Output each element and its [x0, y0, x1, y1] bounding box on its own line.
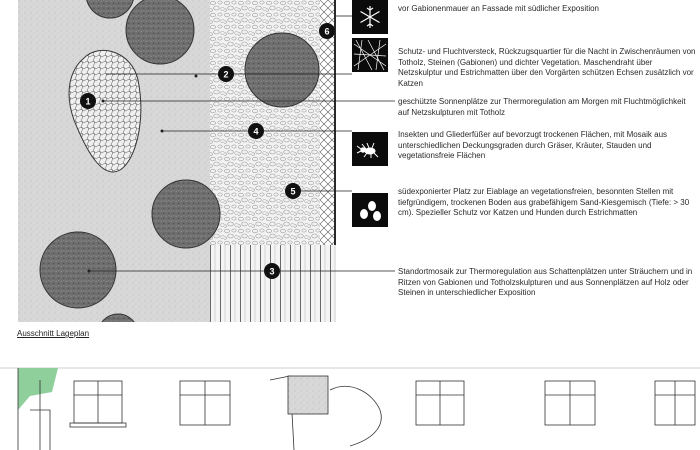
plan-area — [18, 0, 338, 354]
svg-text:1: 1 — [85, 96, 91, 107]
marker-3 — [264, 263, 280, 279]
legend-text-5: südexponierter Platz zur Eiablage an vegetationsfreien, besonnten Stellen mit tiefgründigem, trockenen Boden aus grabefähigem Sand-Kiesgemisch (Tiefe: > 30 cm). Spezieller Schutz vor Katzen und Hunden durch Estrichmatten — [398, 187, 690, 217]
marker-5 — [285, 183, 301, 199]
eggs-icon — [352, 193, 388, 227]
insect-icon — [352, 132, 388, 166]
marker-4 — [248, 123, 264, 139]
svg-text:4: 4 — [253, 126, 259, 137]
marker-2 — [218, 66, 234, 82]
svg-text:5: 5 — [290, 186, 296, 197]
facade-elevation — [0, 368, 700, 450]
legend-text-2: Schutz- und Fluchtversteck, Rückzugsquartier für die Nacht in Zwischenräumen von Totholz, Steinen (Gabionen) und dichter Vegetation. Maschendraht über Netzskulptur und Estrichmatten über den Vorgärten schützen Echsen zusätzlich vor Katzen — [398, 47, 696, 88]
svg-text:2: 2 — [223, 69, 229, 80]
legend-text-4: Insekten und Gliederfüßer auf bevorzugt trockenen Flächen, mit Mosaik aus unterschiedlichen Deckungsgraden durch Gräser, Kräuter, Stauden und vegetationsfreie Flächen — [398, 130, 668, 160]
marker-1 — [80, 93, 96, 109]
legend-text-3: Standortmosaik zur Thermoregulation aus Schattenplätzen unter Sträuchern und in Ritzen von Gabionen und Totholzskulpturen und aus Sonnenplätzen auf Holz oder Steinen in unterschiedlicher Exposition — [398, 267, 693, 297]
plan-caption: Ausschnitt Lageplan — [17, 329, 90, 338]
snowflake-icon — [352, 0, 388, 34]
svg-text:3: 3 — [269, 266, 275, 277]
net-sculpture-icon — [352, 38, 388, 72]
svg-text:6: 6 — [324, 26, 330, 37]
wood-deck — [210, 245, 336, 322]
legend-text-6: vor Gabionenmauer an Fassade mit südlicher Exposition — [398, 4, 599, 13]
green-patch — [18, 368, 58, 410]
legend-text-1: geschützte Sonnenplätze zur Thermoregulation am Morgen mit Fluchtmöglichkeit auf Netzskulpturen mit Totholz — [398, 97, 686, 117]
marker-6 — [319, 23, 335, 39]
